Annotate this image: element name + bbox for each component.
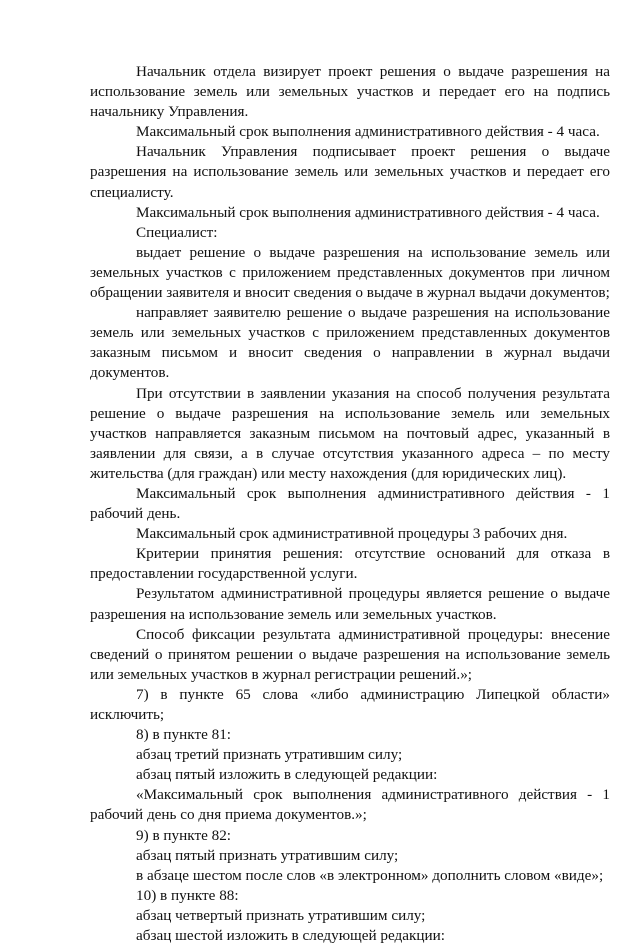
paragraph: Начальник отдела визирует проект решения о выдаче разрешения на использование земель или земельных участков и передает его на подпись начальнику Управления. <box>90 63 610 121</box>
paragraph: Максимальный срок выполнения административного действия - 4 часа. <box>136 203 600 221</box>
paragraph: выдает решение о выдаче разрешения на использование земель или земельных участков с приложением представленных документов при личном обращении заявителя и вносит сведения о выдаче в журнал выдачи документов; <box>90 243 610 302</box>
paragraph: абзац пятый изложить в следующей редакции: <box>136 766 438 784</box>
paragraph: абзац четвертый признать утратившим силу; <box>136 906 426 924</box>
paragraph: Максимальный срок выполнения административного действия - 1 рабочий день. <box>90 484 610 523</box>
paragraph: 10) в пункте 88: <box>136 886 239 904</box>
paragraph: 9) в пункте 82: <box>136 826 232 844</box>
paragraph: абзац третий признать утратившим силу; <box>136 746 403 764</box>
paragraph: 8) в пункте 81: <box>136 726 232 744</box>
paragraph: Максимальный срок административной процедуры 3 рабочих дня. <box>136 525 568 543</box>
paragraph: абзац пятый признать утратившим силу; <box>136 846 399 864</box>
document-body <box>90 62 610 946</box>
paragraph: Специалист: <box>136 223 218 241</box>
paragraph: Начальник Управления подписывает проект решения о выдаче разрешения на использование земель или земельных участков и передает его специалисту. <box>90 143 610 201</box>
paragraph: «Максимальный срок выполнения административного действия - 1 рабочий день со дня приема документов.»; <box>90 786 610 824</box>
paragraph: 7) в пункте 65 слова «либо администрацию Липецкой области» исключить; <box>90 685 610 723</box>
paragraph: Результатом административной процедуры является решение о выдаче разрешения на использование земель или земельных участков. <box>90 585 610 623</box>
paragraph: Критерии принятия решения: отсутствие оснований для отказа в предоставлении государственной услуги. <box>90 545 610 583</box>
paragraph: в абзаце шестом после слов «в электронном» дополнить словом «виде»; <box>136 866 604 884</box>
paragraph: Максимальный срок выполнения административного действия - 4 часа. <box>136 123 600 141</box>
paragraph: Способ фиксации результата административной процедуры: внесение сведений о принятом решении о выдаче разрешения на использование земель или земельных участков в журнал регистрации решений.»; <box>90 625 610 683</box>
paragraph: абзац шестой изложить в следующей редакции: <box>136 927 445 945</box>
paragraph: направляет заявителю решение о выдаче разрешения на использование земель или земельных участков с приложением представленных документов заказным письмом и вносит сведения о направлении в журнал выдачи документов. <box>90 304 610 382</box>
paragraph: При отсутствии в заявлении указания на способ получения результата решение о выдаче разрешения на использование земель или земельных участков направляется заказным письмом на почтовый адрес, указанный в заявлении для связи, а в случае отсутствия указанного адреса – по месту жительства (для граждан) или месту нахождения (для юридических лиц). <box>90 384 610 482</box>
